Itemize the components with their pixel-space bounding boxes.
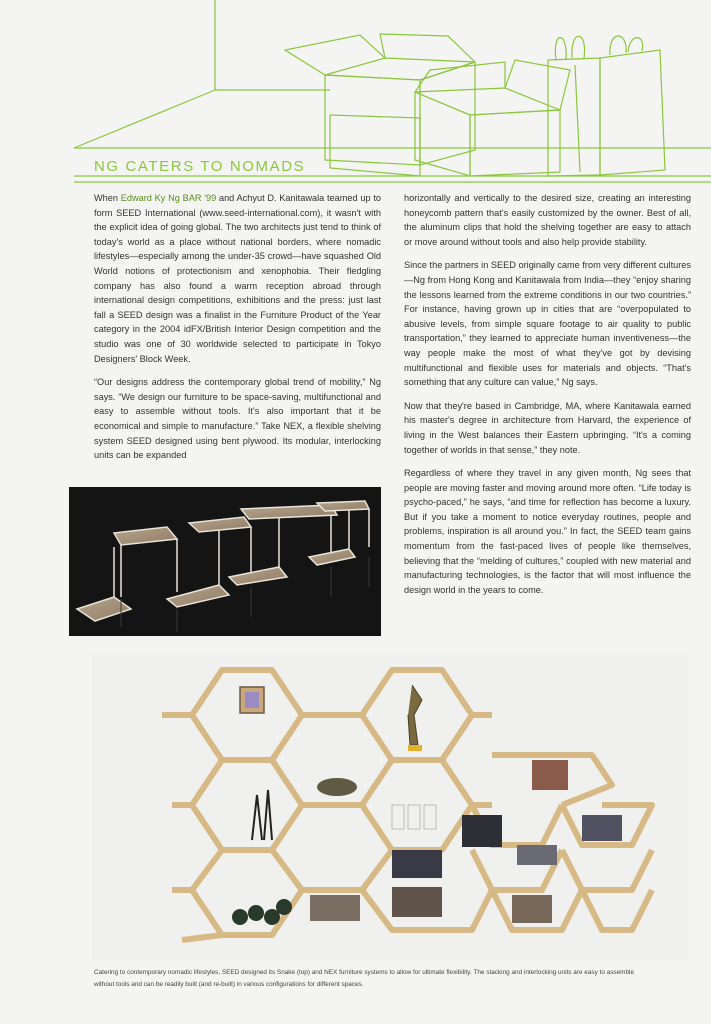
left-column: [94, 191, 381, 472]
snake-furniture-photo: [69, 487, 381, 636]
right-column: [404, 191, 691, 606]
right-paragraph-1: horizontally and vertically to the desired size, creating an interesting honeycomb pattern that's easily customized by the owner. Best of all, the aluminum clips that hold the shelving together are easy to attach or move around without tools and also help provide stability.: [404, 193, 691, 247]
article-heading: NG CATERS TO NOMADS: [94, 158, 306, 175]
nex-shelving-photo: [92, 655, 688, 960]
right-paragraph-4: Regardless of where they travel in any given month, Ng sees that people are moving faster and moving around more often. “Life today is psycho-paced,” he says, “and time for reflection has become a luxury. But if you take a moment to notice everyday routines, people and problems, inspiration is all around you.” In fact, the SEED team gains momentum from the fast-paced lives of people like themselves, believing that the “melding of cultures,” coupled with new material and manufacturing technologies, is the factor that will most influence the design world in the years to come.: [404, 468, 691, 595]
left-paragraph-2: “Our designs address the contemporary global trend of mobility,” Ng says. “We design our furniture to be space-saving, multifunctional and easy to assemble without tools. It's also important that it be economical and simple to manufacture.” Take NEX, a flexible shelving system SEED designed using bent plywood. Its modular, interlocking units can be expanded: [94, 377, 381, 461]
alumni-name-highlight: Edward Ky Ng BAR '99: [120, 193, 217, 203]
photo-caption: Catering to contemporary nomadic lifestyles, SEED designed its Snake (top) and NEX furniture systems to allow for ultimate flexibility. The stacking and interlocking units are easy to assemble without tools and can be readily built (and re-built) in various configurations for different spaces.: [94, 969, 635, 988]
p1-pre: When: [94, 193, 121, 203]
right-paragraph-3: Now that they're based in Cambridge, MA, where Kanitawala earned his master's degree in architecture from Harvard, the experience of living in the West balances their Eastern upbringing. “It's a coming together of worlds in that sense,” they note.: [404, 400, 691, 455]
p1-post: and Achyut D. Kanitawala teamed up to form SEED International (www.seed-international.com), it wasn't with the explicit idea of going global. The two architects just tend to think of today's world as a place without national borders, where nomadic lifestyles—especially among the under-35 crowd—have squashed Old World notions of protectionism and xenophobia. Their fledgling company has also found a warm reception abroad through international design competitions, exhibitions and the press: just last fall a SEED design was a finalist in the Furniture Product of the Year category in the 2004 idFX/British Interior Design competition and the studio was one of 30 worldwide selected to participate in Tokyo Designers' Block Week.: [94, 193, 381, 364]
left-paragraph-1: [94, 191, 381, 366]
right-paragraph-2: Since the partners in SEED originally came from very different cultures—Ng from Hong Kong and Kanitawala from India—they “enjoy sharing the lessons learned from the extreme conditions in our two countries.” For instance, having grown up in cities that are “overpopulated to abusive levels, from simple square footage to air quality to public transportation,” they learned to appreciate human inventiveness—the way people make the most of what they've got by devising multifunctional and flexible uses for materials and objects. “That's something that any culture can value,” Ng says.: [404, 260, 691, 388]
